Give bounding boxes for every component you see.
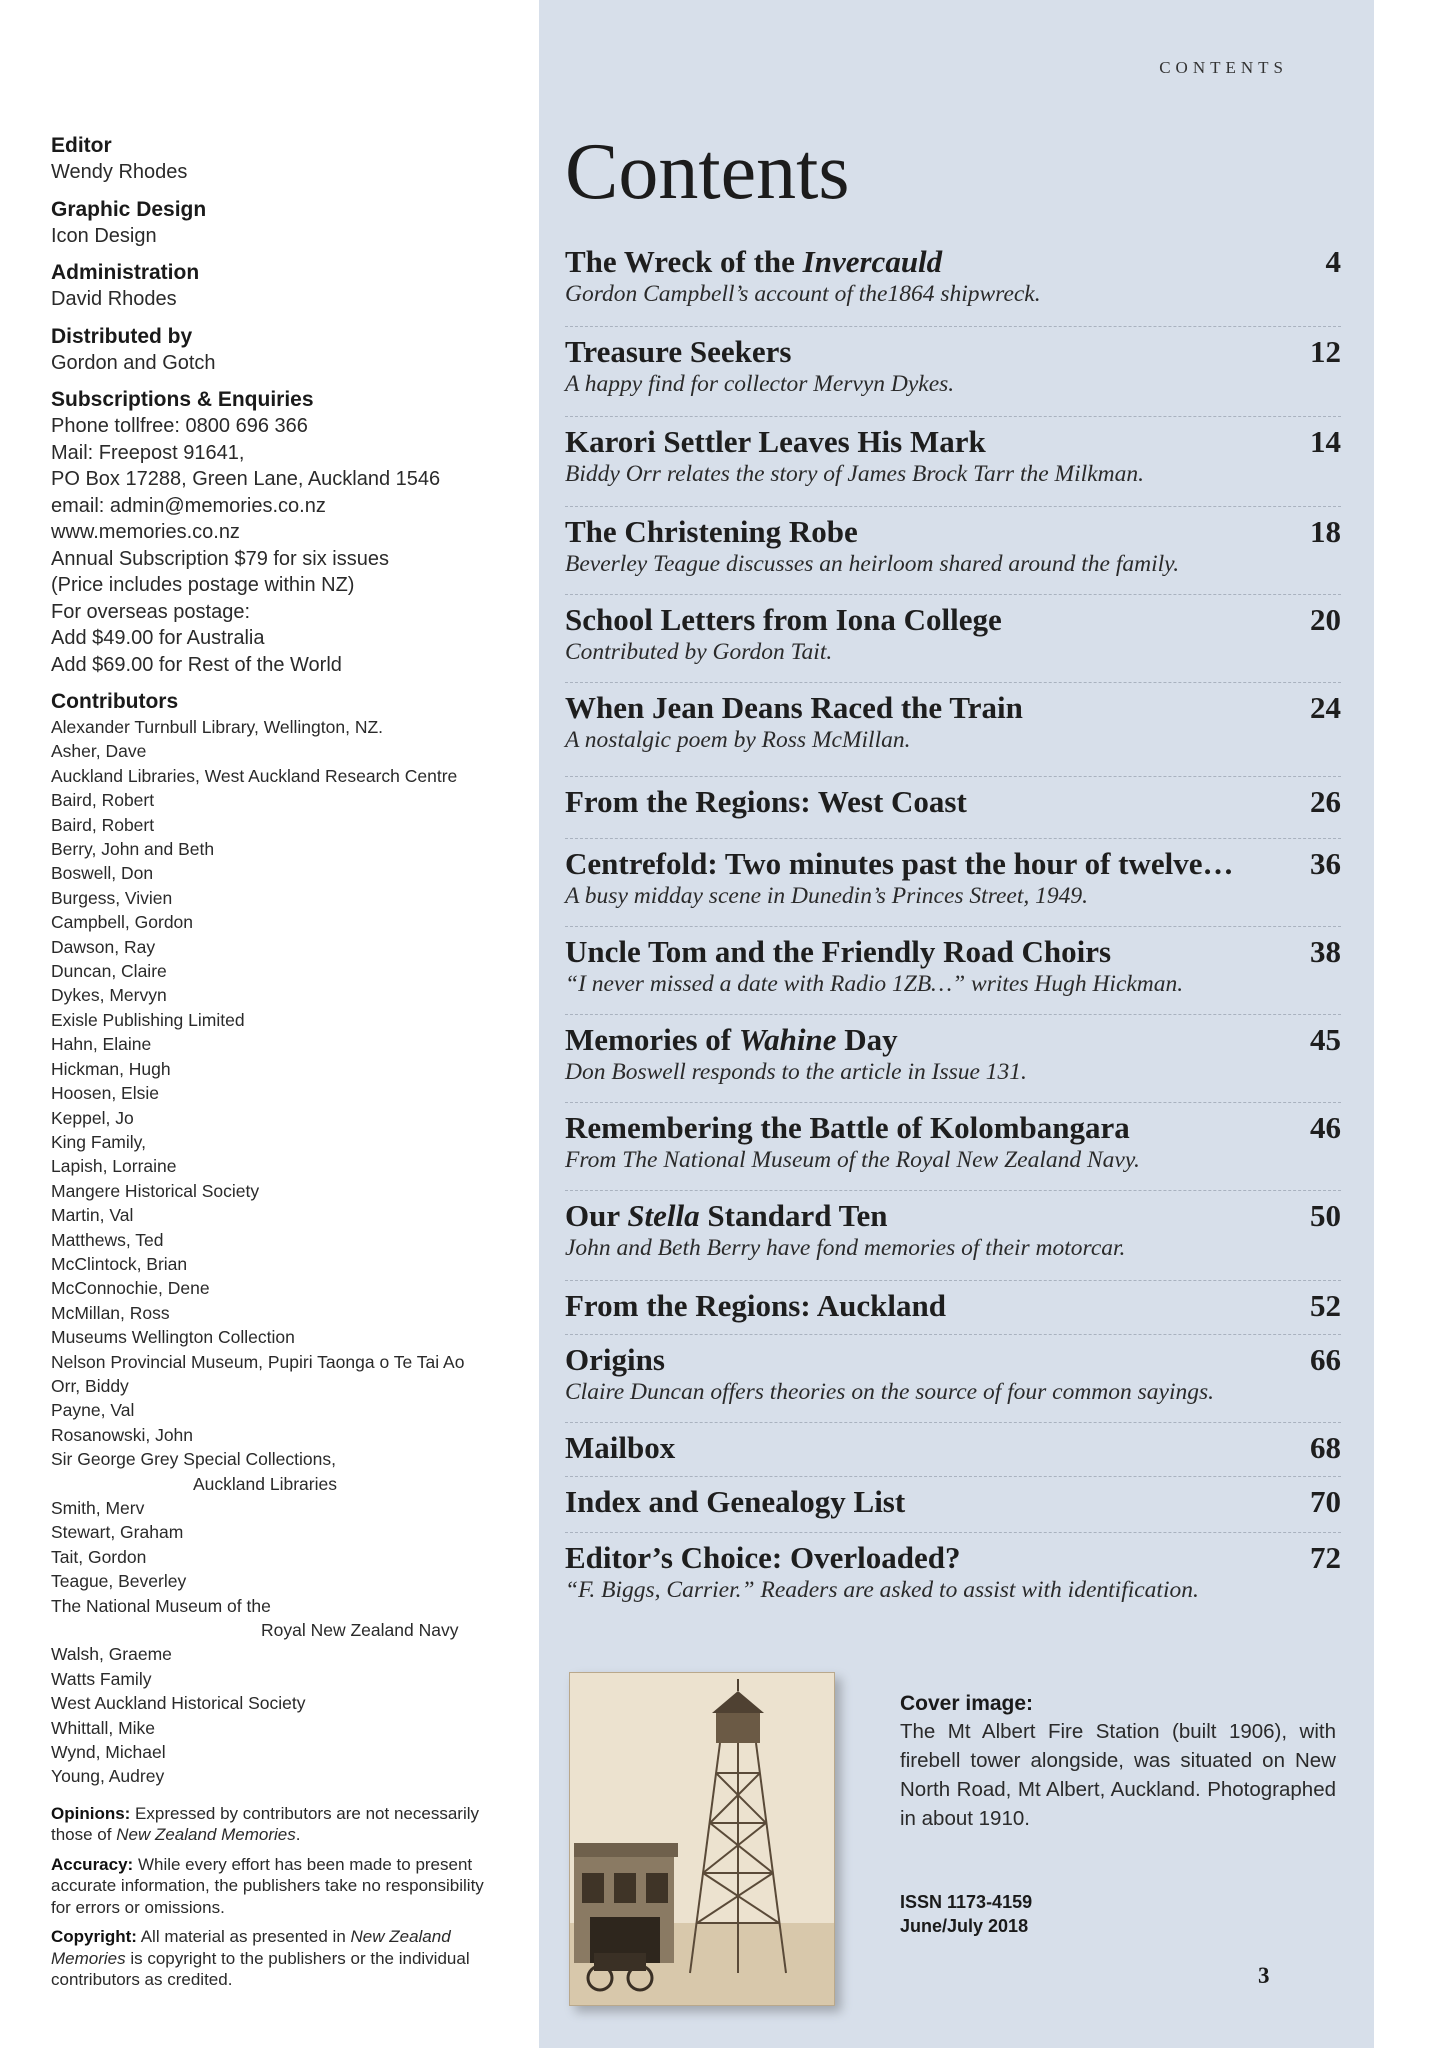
masthead-column <box>51 132 501 1999</box>
credit-line: Wendy Rhodes <box>51 161 188 183</box>
credit-line: Icon Design <box>51 224 157 247</box>
toc-title-text: Mailbox <box>565 1430 676 1465</box>
credit-line: PO Box 17288, Green Lane, Auckland 1546 <box>51 468 441 490</box>
toc-title <box>565 424 1341 460</box>
copyright-text: All material as presented in <box>136 1927 351 1947</box>
toc-subtitle: Claire Duncan offers theories on the source of four common sayings. <box>565 1379 1215 1405</box>
credit-heading: Administration <box>51 261 200 284</box>
credit-line: Add $49.00 for Australia <box>51 627 265 649</box>
contributor-name: Auckland Libraries <box>193 1473 337 1494</box>
toc-page-number: 20 <box>1310 602 1341 637</box>
copyright-end: is copyright to the publishers or the individual contributors as credited. <box>51 1948 470 1990</box>
toc-page-number: 66 <box>1310 1342 1341 1377</box>
legal-notes <box>51 1803 501 1991</box>
contributor-name: Berry, John and Beth <box>51 839 215 860</box>
toc-title <box>565 1022 1341 1058</box>
toc-title-text: Index and Genealogy List <box>565 1484 906 1519</box>
credit-heading: Editor <box>51 134 112 157</box>
credit-line: Annual Subscription $79 for six issues <box>51 547 389 570</box>
toc-entry[interactable] <box>565 934 1341 1015</box>
toc-subtitle: Beverley Teague discusses an heirloom shared around the family. <box>565 551 1180 577</box>
toc-entry[interactable] <box>565 1288 1341 1335</box>
contributor-name: Auckland Libraries, West Auckland Research Centre <box>51 765 458 786</box>
toc-subtitle: A happy find for collector Mervyn Dykes. <box>565 371 955 397</box>
toc-page-number: 70 <box>1310 1484 1341 1519</box>
contributor-name: Stewart, Graham <box>51 1522 184 1543</box>
toc-title-text: Remembering the Battle of Kolombangara <box>565 1110 1130 1145</box>
contributor-name: Walsh, Graeme <box>51 1644 172 1665</box>
toc-title-emphasis: Invercauld <box>802 244 943 279</box>
toc-title <box>565 1484 1341 1520</box>
credit-block <box>51 196 501 250</box>
toc-title-text: Centrefold: Two minutes past the hour of twelve… <box>565 846 1234 881</box>
toc-title-emphasis: Wahine <box>738 1022 837 1057</box>
credit-heading: Subscriptions & Enquiries <box>51 388 314 411</box>
contributor-name: Martin, Val <box>51 1205 134 1226</box>
credit-line: (Price includes postage within NZ) <box>51 574 355 596</box>
toc-entry[interactable] <box>565 1342 1341 1423</box>
magazine-name: New Zealand Memories <box>51 1927 451 1968</box>
contributor-name: Smith, Merv <box>51 1498 145 1518</box>
toc-title <box>565 1430 1341 1466</box>
contributors-heading: Contributors <box>51 690 179 713</box>
toc-subtitle: “I never missed a date with Radio 1ZB…” writes Hugh Hickman. <box>565 971 1184 997</box>
contributor-name: Lapish, Lorraine <box>51 1156 177 1177</box>
contributor-name: Hoosen, Elsie <box>51 1083 159 1104</box>
toc-title-emphasis: Stella <box>627 1198 700 1233</box>
toc-page-number: 18 <box>1310 514 1341 549</box>
cover-text: The Mt Albert Fire Station (built 1906), with firebell tower alongside, was situated on New North Road, Mt Albert, Auckland. Photographed in about 1910. <box>900 1720 1336 1830</box>
cover-heading: Cover image: <box>900 1692 1034 1715</box>
toc-entry[interactable] <box>565 1540 1341 1604</box>
contributor-name: Hickman, Hugh <box>51 1058 171 1079</box>
cover-photo <box>569 1672 835 2006</box>
fire-station-illustration <box>570 1673 834 2005</box>
credit-line: David Rhodes <box>51 288 177 310</box>
contributor-name: Dykes, Mervyn <box>51 985 167 1006</box>
credit-heading: Graphic Design <box>51 197 207 221</box>
toc-entry[interactable] <box>565 784 1341 839</box>
toc-title-text: School Letters from Iona College <box>565 602 1002 637</box>
toc-title-text: The Wreck of the <box>565 244 803 279</box>
toc-title <box>565 1342 1341 1378</box>
toc-title-text: Day <box>836 1022 898 1057</box>
contributor-name: Teague, Beverley <box>51 1571 187 1592</box>
credit-line: email: admin@memories.co.nz <box>51 494 326 517</box>
contributor-name: Alexander Turnbull Library, Wellington, NZ. <box>51 717 384 737</box>
credit-line: For overseas postage: <box>51 600 250 623</box>
credits-list <box>51 132 501 678</box>
contributor-name: West Auckland Historical Society <box>51 1693 306 1714</box>
contributor-name: King Family, <box>51 1131 146 1152</box>
accuracy-text: While every effort has been made to present accurate information, the publishers take no responsibility for errors or omissions. <box>51 1854 484 1917</box>
contributor-name: Young, Audrey <box>51 1766 165 1787</box>
toc-entry[interactable] <box>565 1110 1341 1191</box>
toc-page-number: 52 <box>1310 1288 1341 1323</box>
toc-subtitle: John and Beth Berry have fond memories of their motorcar. <box>565 1235 1126 1261</box>
credit-line: Add $69.00 for Rest of the World <box>51 653 342 676</box>
toc-entry[interactable] <box>565 1198 1341 1281</box>
toc-title-text: When Jean Deans Raced the Train <box>565 690 1023 725</box>
contributor-name: Orr, Biddy <box>51 1375 129 1396</box>
page-number: 3 <box>1258 1963 1270 1988</box>
toc-entry[interactable] <box>565 424 1341 507</box>
toc-page-number: 4 <box>1325 244 1341 279</box>
toc-title <box>565 1540 1341 1576</box>
toc-subtitle: From The National Museum of the Royal New Zealand Navy. <box>565 1147 1140 1173</box>
toc-subtitle: “F. Biggs, Carrier.” Readers are asked to assist with identification. <box>565 1577 1199 1603</box>
contributor-name: McConnochie, Dene <box>51 1278 210 1299</box>
toc-page-number: 72 <box>1310 1540 1341 1575</box>
toc-page-number: 68 <box>1310 1430 1341 1465</box>
contributor-name: Boswell, Don <box>51 863 154 884</box>
toc-title-text: Memories of <box>565 1022 739 1057</box>
contributor-name: Keppel, Jo <box>51 1107 134 1128</box>
contributor-name: Hahn, Elaine <box>51 1034 152 1055</box>
toc-title-text: From the Regions: Auckland <box>565 1288 946 1323</box>
toc-title <box>565 602 1341 638</box>
toc-page-number: 50 <box>1310 1198 1341 1233</box>
cover-caption <box>900 1690 1336 1833</box>
copyright-note <box>51 1926 501 1991</box>
toc-entry[interactable] <box>565 514 1341 595</box>
contributor-name: Baird, Robert <box>51 790 155 811</box>
contributor-name: McMillan, Ross <box>51 1302 170 1323</box>
contributor-name: Whittall, Mike <box>51 1717 156 1738</box>
toc-title <box>565 1198 1341 1234</box>
credit-block <box>51 323 501 377</box>
toc-title-text: Standard Ten <box>699 1198 888 1233</box>
accuracy-label: Accuracy: <box>51 1854 134 1874</box>
toc-entry[interactable] <box>565 1430 1341 1477</box>
toc-title <box>565 784 1341 820</box>
credit-line: Phone tollfree: 0800 696 366 <box>51 415 308 437</box>
toc-entry[interactable] <box>565 1484 1341 1533</box>
toc-title <box>565 334 1341 370</box>
contributor-name: Exisle Publishing Limited <box>51 1009 245 1030</box>
toc-subtitle: Contributed by Gordon Tait. <box>565 639 833 665</box>
toc-title-text: Editor’s Choice: Overloaded? <box>565 1540 961 1575</box>
contributors-list <box>51 715 501 1789</box>
credit-line: Gordon and Gotch <box>51 351 216 374</box>
toc-page-number: 12 <box>1310 334 1341 369</box>
contributors-section <box>51 688 501 1789</box>
toc-entry[interactable] <box>565 334 1341 417</box>
accuracy-note <box>51 1854 501 1919</box>
toc-title-text: Our <box>565 1198 628 1233</box>
toc-title <box>565 846 1341 882</box>
toc-title <box>565 244 1341 280</box>
toc-title <box>565 934 1341 970</box>
toc-title-text: The Christening Robe <box>565 514 858 549</box>
contributor-name: Matthews, Ted <box>51 1229 164 1250</box>
credit-block <box>51 259 501 313</box>
toc-title <box>565 690 1341 726</box>
contributor-name: Mangere Historical Society <box>51 1180 260 1201</box>
credit-line: www.memories.co.nz <box>51 521 240 543</box>
opinions-note <box>51 1803 501 1846</box>
copyright-label: Copyright: <box>51 1927 137 1947</box>
issue-date: June/July 2018 <box>900 1916 1029 1936</box>
contributor-name: Baird, Robert <box>51 814 155 835</box>
issn-block <box>900 1890 1032 1938</box>
toc-subtitle: Biddy Orr relates the story of James Brock Tarr the Milkman. <box>565 461 1144 487</box>
contributor-name: Wynd, Michael <box>51 1742 166 1763</box>
toc-title-text: Treasure Seekers <box>565 334 792 369</box>
toc-entry[interactable] <box>565 690 1341 777</box>
toc-page-number: 26 <box>1310 784 1341 819</box>
credit-block <box>51 386 501 678</box>
credit-line: Mail: Freepost 91641, <box>51 441 245 464</box>
contributor-name: Rosanowski, John <box>51 1424 194 1445</box>
toc-title-text: Origins <box>565 1342 665 1377</box>
toc-page-number: 38 <box>1310 934 1341 969</box>
toc-entry[interactable] <box>565 602 1341 683</box>
contributor-name: Dawson, Ray <box>51 936 156 957</box>
contributor-name: Royal New Zealand Navy <box>261 1620 459 1641</box>
toc-page-number: 24 <box>1310 690 1341 725</box>
contributor-name: Watts Family <box>51 1668 152 1689</box>
toc-page-number: 36 <box>1310 846 1341 881</box>
magazine-name: New Zealand Memories <box>116 1825 296 1845</box>
toc-entry[interactable] <box>565 244 1341 327</box>
contributor-name: Burgess, Vivien <box>51 887 173 908</box>
opinions-text: Expressed by contributors are not necessarily those of <box>51 1803 479 1845</box>
toc-subtitle: A busy midday scene in Dunedin’s Princes Street, 1949. <box>565 883 1089 909</box>
contributor-name: McClintock, Brian <box>51 1253 188 1274</box>
toc-page-number: 14 <box>1310 424 1341 459</box>
contributor-name: Sir George Grey Special Collections, <box>51 1449 336 1470</box>
credit-block <box>51 132 501 186</box>
toc-title <box>565 1110 1341 1146</box>
running-head: CONTENTS <box>1159 58 1288 77</box>
toc-title-text: Uncle Tom and the Friendly Road Choirs <box>565 934 1112 969</box>
contributor-name: Payne, Val <box>51 1400 135 1421</box>
toc-subtitle: Don Boswell responds to the article in Issue 131. <box>565 1059 1027 1085</box>
contributor-name: Museums Wellington Collection <box>51 1327 295 1348</box>
toc-page-number: 45 <box>1310 1022 1341 1057</box>
contributor-name: The National Museum of the <box>51 1595 271 1616</box>
toc-page-number: 46 <box>1310 1110 1341 1145</box>
contributor-name: Duncan, Claire <box>51 961 167 982</box>
contributor-name: Campbell, Gordon <box>51 912 194 933</box>
issn: ISSN 1173-4159 <box>900 1892 1033 1912</box>
page-title: Contents <box>565 128 850 216</box>
toc-subtitle: Gordon Campbell’s account of the1864 shipwreck. <box>565 281 1041 307</box>
credit-heading: Distributed by <box>51 324 193 348</box>
toc-entry[interactable] <box>565 1022 1341 1103</box>
toc-title <box>565 514 1341 550</box>
toc-title-text: Karori Settler Leaves His Mark <box>565 424 986 459</box>
toc-title <box>565 1288 1341 1324</box>
contributor-name: Asher, Dave <box>51 741 147 762</box>
opinions-end: . <box>295 1825 301 1845</box>
toc-subtitle: A nostalgic poem by Ross McMillan. <box>565 727 911 753</box>
contributor-name: Tait, Gordon <box>51 1546 147 1567</box>
opinions-label: Opinions: <box>51 1803 131 1823</box>
toc-title-text: From the Regions: West Coast <box>565 784 967 819</box>
toc-entry[interactable] <box>565 846 1341 927</box>
contributor-name: Nelson Provincial Museum, Pupiri Taonga o Te Tai Ao <box>51 1351 465 1372</box>
